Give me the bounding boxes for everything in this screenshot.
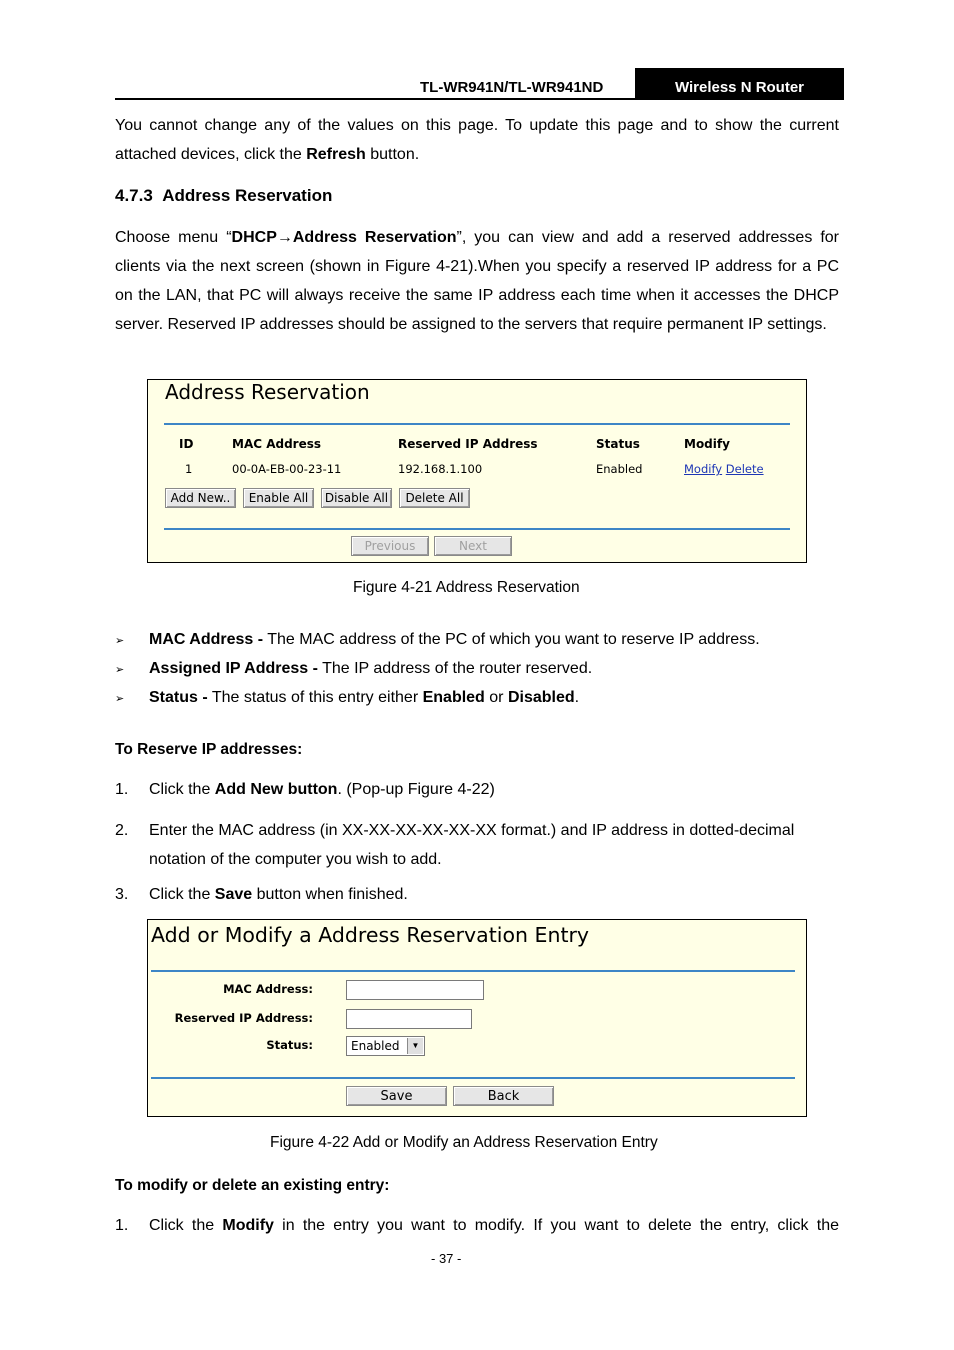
next-button[interactable]: Next: [434, 536, 512, 556]
fig21-cell-actions: [684, 462, 764, 476]
figure-4-21-screenshot: [147, 379, 807, 563]
bullet-3-text-2: or: [484, 689, 508, 706]
save-button[interactable]: Save: [346, 1086, 447, 1106]
fig21-cell-ip: 192.168.1.100: [398, 462, 483, 476]
reserve-step-3: [149, 886, 408, 904]
disable-all-button[interactable]: Disable All: [321, 488, 392, 508]
bullet-icon: ➢: [115, 664, 125, 676]
modify-heading: To modify or delete an existing entry:: [115, 1177, 390, 1194]
figure-4-22-caption: Figure 4-22 Add or Modify an Address Reservation Entry: [270, 1134, 658, 1151]
fig22-bottom-rule: [151, 1077, 795, 1079]
step-1-text-1: Click the: [149, 781, 215, 798]
figure-4-22-screenshot: [147, 919, 807, 1117]
step-3-bold: Save: [214, 886, 253, 903]
section-title: Address Reservation: [162, 186, 333, 205]
fig21-cell-status: Enabled: [596, 462, 643, 476]
step-number: 2.: [115, 822, 129, 839]
modify-step-text-1: Click the: [149, 1217, 223, 1234]
add-new-button[interactable]: Add New..: [165, 488, 236, 508]
para-text-1: Choose menu “: [115, 229, 232, 246]
step-1-text-2: . (Pop-up Figure 4-22): [337, 781, 495, 798]
back-button[interactable]: Back: [453, 1086, 554, 1106]
mac-address-input[interactable]: [346, 980, 484, 1000]
bullet-1-bold: MAC Address -: [149, 631, 264, 648]
bullet-3-bold-disabled: Disabled: [507, 689, 575, 706]
chevron-down-icon[interactable]: ▼: [407, 1038, 423, 1054]
section-number: 4.7.3: [115, 186, 153, 205]
modify-step-text-2: in the entry you want to modify. If you want to delete the entry, click the: [273, 1217, 840, 1234]
header-product: Wireless N Router: [635, 68, 844, 99]
previous-button[interactable]: Previous: [351, 536, 429, 556]
page-number: - 37 -: [431, 1251, 462, 1266]
reserve-step-2: Enter the MAC address (in XX-XX-XX-XX-XX-XX format.) and IP address in dotted-decimal notation of the computer you wish to add.: [149, 822, 795, 868]
reserve-heading: To Reserve IP addresses:: [115, 741, 303, 758]
figure-4-21-caption: Figure 4-21 Address Reservation: [353, 579, 580, 596]
bullet-mac-address: [149, 631, 760, 649]
fig21-top-rule: [164, 423, 790, 425]
intro-text-1: You cannot change any of the values on this page. To update this page and to show the current attached devices, click the: [115, 117, 839, 163]
bullet-2-text: The IP address of the router reserved.: [317, 660, 593, 677]
delete-all-button[interactable]: Delete All: [399, 488, 470, 508]
bullet-assigned-ip: [149, 660, 592, 678]
step-number: 3.: [115, 886, 129, 903]
fig21-header-mac: MAC Address: [232, 437, 322, 451]
bullet-3-bold: Status -: [149, 689, 208, 706]
step-1-bold: Add New button: [214, 781, 338, 798]
modify-step-bold: Modify: [222, 1217, 274, 1234]
modify-step-1: [149, 1217, 839, 1235]
bullet-icon: ➢: [115, 635, 125, 647]
delete-link[interactable]: Delete: [725, 462, 764, 476]
section-heading: [115, 186, 332, 206]
step-3-text-2: button when finished.: [252, 886, 408, 903]
step-number: 1.: [115, 1217, 129, 1234]
header-model: TL-WR941N/TL-WR941ND: [420, 79, 604, 96]
fig21-header-status: Status: [596, 437, 640, 451]
fig21-cell-mac: 00-0A-EB-00-23-11: [232, 462, 342, 476]
bullet-3-text: The status of this entry either: [207, 689, 423, 706]
enable-all-button[interactable]: Enable All: [243, 488, 314, 508]
intro-text-2: button.: [365, 146, 420, 163]
bullet-1-text: The MAC address of the PC of which you want to reserve IP address.: [263, 631, 760, 648]
para-bold-menu: DHCP→Address Reservation: [231, 229, 457, 246]
status-select-value: Enabled: [351, 1039, 400, 1053]
fig22-title: Add or Modify a Address Reservation Entry: [151, 923, 590, 947]
header-rule: [115, 98, 844, 100]
fig21-header-ip: Reserved IP Address: [398, 437, 538, 451]
bullet-3-bold-enabled: Enabled: [422, 689, 485, 706]
section-paragraph: [115, 223, 839, 339]
step-number: 1.: [115, 781, 129, 798]
para-text-2: ”, you can view and add a reserved addresses for clients via the next screen (shown in Figure 4-21).When you specify a reserved IP address for a PC on the LAN, that PC will always receive the same IP address each time when it accesses the DHCP server. Reserved IP addresses should be assigned to the servers that require permanent IP settings.: [115, 229, 840, 333]
modify-link[interactable]: Modify: [684, 462, 723, 476]
step-3-text-1: Click the: [149, 886, 215, 903]
fig22-top-rule: [151, 970, 795, 972]
fig21-bottom-rule: [164, 528, 790, 530]
fig21-header-modify: Modify: [684, 437, 730, 451]
intro-bold-refresh: Refresh: [306, 146, 366, 163]
reserve-step-1: [149, 781, 495, 799]
fig21-title: Address Reservation: [165, 380, 370, 404]
bullet-status: [149, 689, 579, 707]
intro-paragraph: [115, 111, 839, 169]
bullet-icon: ➢: [115, 693, 125, 705]
bullet-3-text-3: .: [574, 689, 580, 706]
fig21-header-id: ID: [179, 437, 194, 451]
bullet-2-bold: Assigned IP Address -: [149, 660, 318, 677]
fig21-cell-id: 1: [185, 462, 193, 476]
reserved-ip-label: Reserved IP Address:: [174, 1011, 313, 1025]
status-select[interactable]: [346, 1036, 425, 1056]
status-label: Status:: [266, 1038, 313, 1052]
mac-address-label: MAC Address:: [223, 982, 313, 996]
reserved-ip-input[interactable]: [346, 1009, 472, 1029]
